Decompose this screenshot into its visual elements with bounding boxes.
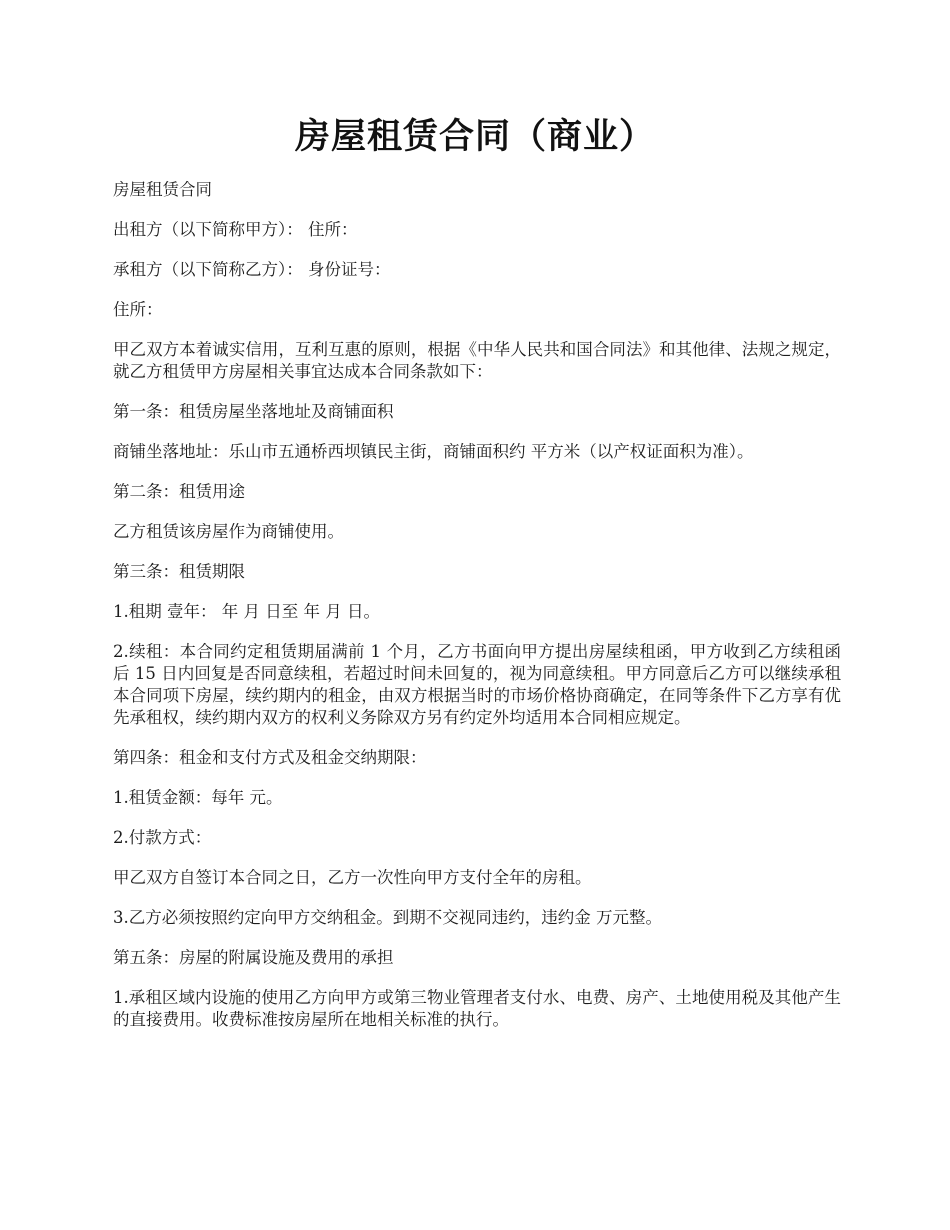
clause-5-facilities: 1.承租区域内设施的使用乙方向甲方或第三物业管理者支付水、电费、房产、土地使用税及其他产生的直接费用。收费标准按房屋所在地相关标准的执行。	[113, 988, 841, 1029]
paragraph-heading: 房屋租赁合同	[113, 180, 212, 199]
clause-5-heading: 第五条：房屋的附属设施及费用的承担	[113, 948, 394, 967]
clause-4-heading: 第四条：租金和支付方式及租金交纳期限：	[113, 748, 427, 767]
clause-3-term: 1.租期 壹年： 年 月 日至 年 月 日。	[113, 602, 380, 621]
clause-1-heading: 第一条：租赁房屋坐落地址及商铺面积	[113, 402, 394, 421]
clause-4-penalty: 3.乙方必须按照约定向甲方交纳租金。到期不交视同违约，违约金 万元整。	[113, 908, 662, 927]
paragraph-preamble: 甲乙双方本着诚实信用，互利互惠的原则，根据《中华人民共和国合同法》和其他律、法规之规定，就乙方租赁甲方房屋相关事宜达成本合同条款如下：	[113, 340, 841, 381]
paragraph-lessee: 承租方（以下简称乙方）： 身份证号：	[113, 260, 391, 279]
paragraph-residence: 住所：	[113, 300, 163, 319]
clause-4-payment-method: 2.付款方式：	[113, 828, 212, 847]
clause-2-heading: 第二条：租赁用途	[113, 482, 245, 501]
clause-4-amount: 1.租赁金额：每年 元。	[113, 788, 283, 807]
clause-3-heading: 第三条：租赁期限	[113, 562, 245, 581]
clause-1-address: 商铺坐落地址：乐山市五通桥西坝镇民主街，商铺面积约 平方米（以产权证面积为准）。	[113, 442, 754, 461]
clause-4-payment-detail: 甲乙双方自签订本合同之日，乙方一次性向甲方支付全年的房租。	[113, 868, 592, 887]
clause-2-purpose: 乙方租赁该房屋作为商铺使用。	[113, 522, 344, 541]
clause-3-renewal: 2.续租：本合同约定租赁期届满前 1 个月，乙方书面向甲方提出房屋续租函，甲方收到乙方续租函后 15 日内回复是否同意续租，若超过时间未回复的，视为同意续租。甲方同意后乙方可以继续承租本合同项下房屋，续约期内的租金，由双方根据当时的市场价格协商确定，在同等条件下乙方享有优先承租权，续约期内双方的权利义务除双方另有约定外均适用本合同相应规定。	[113, 642, 841, 727]
document-body	[113, 179, 841, 1049]
paragraph-lessor: 出租方（以下简称甲方）： 住所：	[113, 220, 358, 239]
document-title: 房屋租赁合同（商业）	[294, 116, 655, 157]
